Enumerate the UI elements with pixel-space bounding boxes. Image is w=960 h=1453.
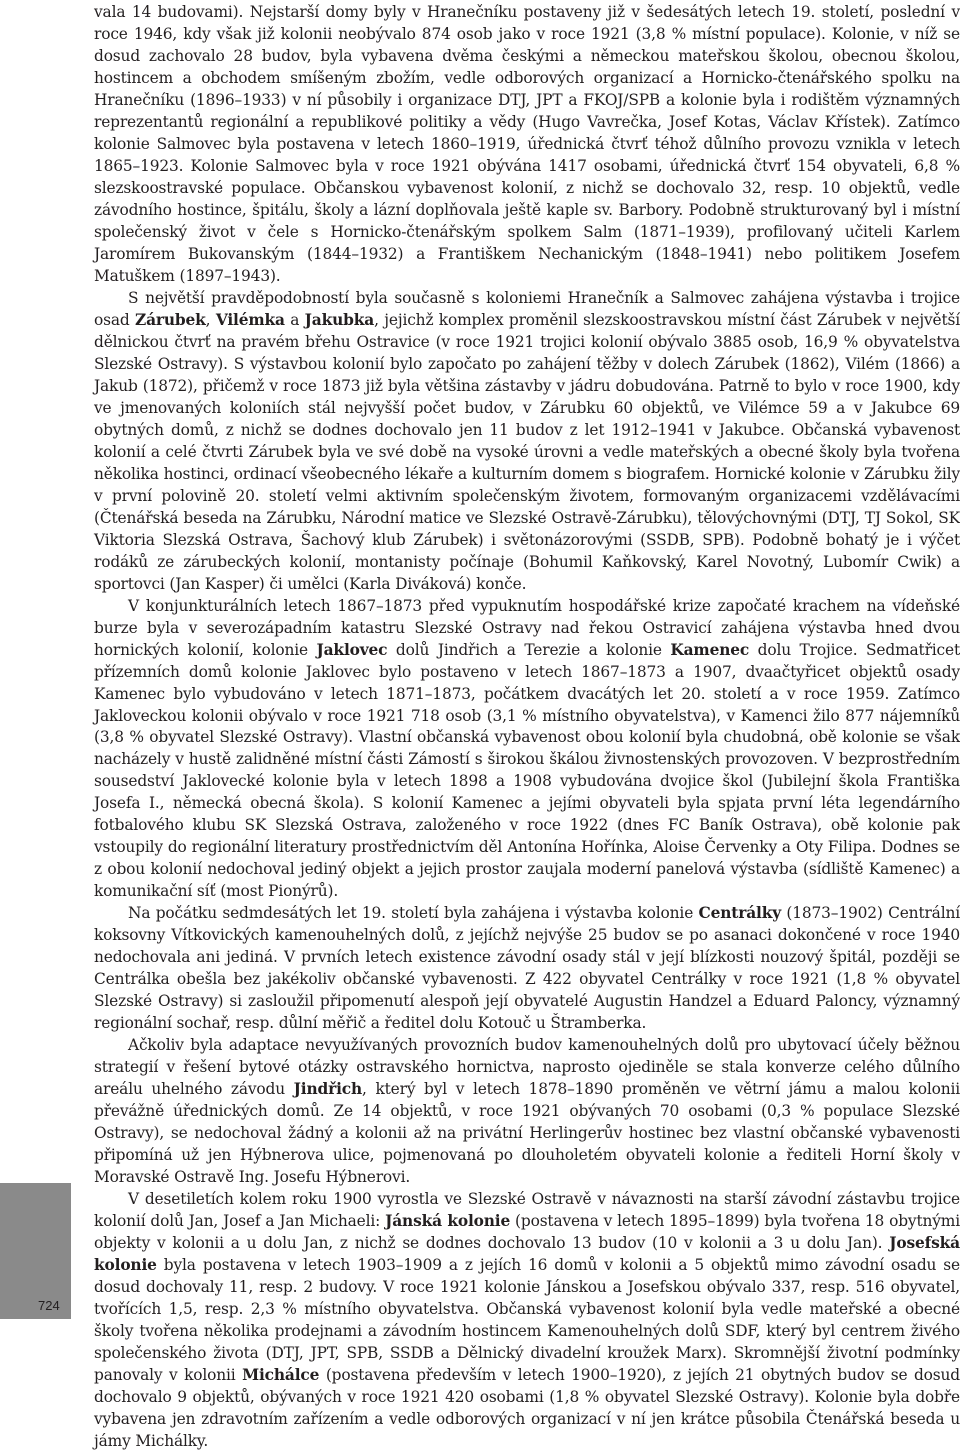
bold-term: Jaklovec [316,640,388,659]
text-run: Ačkoliv byla adaptace nevyužívaných provozních budov kamenouhelných dolů pro ubytovací účely běžnou strategií v řešení bytové otázky ostravského hornictva, naprosto ojediněle se stala konverze celého důlního areálu uhelného závodu [94,1036,960,1099]
bold-term: Jakubka [304,310,375,329]
text-run: V desetiletích kolem roku 1900 vyrostla ve Slezské Ostravě v návaznosti na starší závodní zástavbu trojice kolonií dolů Jan, Josef a Jan Michaeli: [94,1190,960,1231]
bold-term: Michálce [242,1366,320,1385]
text-run: V konjunkturálních letech 1867–1873 před vypuknutím hospodářské krize započaté krachem na vídeňské burze byla v severozápadním katastru Slezské Ostravy nad řekou Ostravicí zahájena výstavba hned dvou hornických kolonií, kolonie [94,596,960,659]
bold-term: Zárubek [135,310,206,329]
page-number: 724 [38,1298,60,1313]
text-run: vala 14 budovami). Nejstarší domy byly v Hranečníku postaveny již v šedesátých letech 19. století, poslední v roce 1946, kdy však již kolonii neobývalo 874 osob jako v roce 1921 (3,8 % místní populace). Kolonie, v níž se dosud zachovalo 28 budov, byla vybavena dvěma českými a německou mateřskou školou, obecnou školou, hostincem a obchodem smíšeným zbožím, vedle odborových organizací a Hornicko-čtenářského spolku na Hranečníku (1896–1933) v ní působily i organizace DTJ, JPT a FKOJ/SPB a kolonie byla i rodištěm významných reprezentantů regionální a republikové politiky a vědy (Hugo Vavrečka, Josef Kotas, Václav Křístek). Zatímco kolonie Salmovec byla postavena v letech 1860–1919, úřednická čtvrť téhož důlního provozu vznikla v letech 1865–1923. Kolonie Salmovec byla v roce 1921 obývána 1417 osobami, úřednická čtvrť 154 obyvateli, 6,8 % slezskoostravské populace. Občanskou vybavenost kolonií, z nichž se dochovalo 32, resp. 10 objektů, vedle závodního hostince, špitálu, školy a lázní doplňovala ještě kaple sv. Barbory. Podobně strukturovaný byl i místní společenský život v čele s Hornicko-čtenářským spolkem Salm (1871–1939), profilovaný učiteli Karlem Jaromírem Bukovanským (1844–1932) a Františkem Nechanickým (1848–1941) nebo politikem Josefem Matuškem (1897–1943). [94,3,960,285]
text-run: dolu Trojice. Sedmatřicet přízemních domů kolonie Jaklovec bylo postaveno v letech 1867–1873 a 1907, dvaačtyřicet objektů osady Kamenec bylo vybudováno v letech 1871–1873, počátkem dvacátých let 20. století a v roce 1959. Zatímco Jakloveckou kolonii obývalo v roce 1921 718 osob (3,1 % místního obyvatelstva), v Kamenci žilo 877 nájemníků (3,8 % obyvatel Slezské Ostravy). Vlastní občanská vybavenost obou kolonií byla chudobná, obě kolonie se však nacházely v hustě zalidněné místní části Zámostí s širokou škálou živnostenských provozoven. V bezprostředním sousedství Jaklovecké kolonie byla v letech 1898 a 1908 vybudována dvojice škol (Jubilejní škola Františka Josefa I., německá obecná škola). S kolonií Kamenec a jejími obyvateli byla spjata první léta legendárního fotbalového klubu SK Slezská Ostrava, založeného v roce 1922 (dnes FC Baník Ostrava), obě kolonie pak vstoupily do regionální literatury prostřednictvím děl Antonína Hořínka, Aloise Červenky a Oty Filipa. Dodnes se z obou kolonií nedochoval jediný objekt a jejich prostor zaujala moderní panelová výstavba (sídliště Kamenec) a komunikační síť (most Pionýrů). [94,640,960,901]
page-body-text [94,2,960,1453]
text-run: Na počátku sedmdesátých let 19. století byla zahájena i výstavba kolonie [128,904,699,923]
bold-term: Kamenec [670,640,750,659]
paragraph-2 [94,288,960,596]
paragraph-5 [94,1035,960,1189]
bold-term: Jánská kolonie [385,1212,511,1231]
text-run: (postavena především v letech 1900–1920), z jejích 21 obytných budov se dosud dochovalo 9 objektů, obývaných v roce 1921 420 osobami (1,8 % obyvatel Slezské Ostravy). Kolonie byla dobře vybavena jen zdravotním zařízením a vedle odborových organizací v ní jen krátce působila Čtenářská beseda u jámy Michálky. [94,1366,960,1450]
bold-term: Josefská kolonie [94,1234,960,1275]
paragraph-1 [94,2,960,288]
text-run: a [284,310,305,329]
text-run: , jejichž komplex proměnil slezskoostravskou místní část Zárubek v největší dělnickou čtvrť na pravém břehu Ostravice (v roce 1921 trojici kolonií obývalo 3885 osob, 16,9 % obyvatelstva Slezské Ostravy). S výstavbou kolonií bylo započato po zahájení těžby v dolech Zárubek (1862), Vilém (1866) a Jakub (1872), přičemž v roce 1873 již byla většina zástavby v jádru dobudována. Patrně to bylo v roce 1900, kdy ve jmenovaných koloniích stál nejvyšší počet budov, v Zárubku 60 objektů, ve Vilémce 59 a v Jakubce 69 obytných domů, z nichž se dodnes dochovalo jen 11 budov z let 1912–1941 v Jakubce. Občanská vybavenost kolonií a celé čtvrti Zárubek byla ve své době na vysoké úrovni a vedle mateřských a obecné školy byla tvořena několika hostinci, ordinací všeobecného lékaře a kulturním domem s biografem. Hornické kolonie v Zárubku žily v první polovině 20. století velmi aktivním společenským životem, formovaným organizacemi vzdělávacími (Čtenářská beseda na Zárubku, Národní matice ve Slezské Ostravě-Zárubku), tělovýchovnými (DTJ, TJ Sokol, SK Viktoria Slezská Ostrava, Šachový klub Zárubek) i světonázorovými (SSDB, SPB). Podobně bohatý je i výčet rodáků ze zárubeckých kolonií, montanisty počínaje (Bohumil Kaňkovský, Karel Novotný, Lubomír Cwik) a sportovci (Jan Kasper) či umělci (Karla Diváková) konče. [94,310,960,593]
text-run: S největší pravděpodobností byla současně s koloniemi Hranečník a Salmovec zahájena výstavba i trojice osad [94,288,960,329]
margin-color-bar [0,1183,71,1319]
text-run: , [205,310,216,329]
bold-term: Vilémka [215,310,285,329]
text-run: dolů Jindřich a Terezie a kolonie [387,640,671,659]
text-run: , který byl v letech 1878–1890 proměněn ve větrní jámu a malou kolonii převážně úřednických domů. Ze 14 objektů, v roce 1921 obývaných 70 osobami (0,3 % populace Slezské Ostravy), se nedochoval žádný a kolonii až na privátní Herlingerův hostinec bez vlastní občanské vybavenosti připomíná už jen Hýbnerova ulice, pojmenovaná po dlouholetém obyvateli kolonie a řediteli Horní školy v Moravské Ostravě Ing. Josefu Hýbnerovi. [94,1080,960,1187]
paragraph-4 [94,903,960,1035]
paragraph-6 [94,1189,960,1453]
text-run: byla postavena v letech 1903–1909 a z jejích 16 domů v kolonii a 5 objektů mimo závodní osadu se dosud dochovaly 11, resp. 2 budovy. V roce 1921 kolonie Jánskou a Josefskou obývalo 337, resp. 516 obyvatel, tvořících 1,5, resp. 2,3 % místního obyvatelstva. Občanská vybavenost kolonií byla vedle mateřské a obecné školy tvořena několika prodejnami a závodním hostincem Kamenouhelných dolů SDF, který byl centrem živého společenského života (DTJ, JPT, SPB, SSDB a Dělnický divadelní kroužek Marx). Skromnější životní podmínky panovaly v kolonii [94,1256,960,1385]
paragraph-3 [94,596,960,904]
bold-term: Jindřich [293,1080,363,1099]
bold-term: Centrálky [698,904,782,923]
text-run: (postavena v letech 1895–1899) byla tvořena 18 obytnými objekty v kolonii a u dolu Jan, z nichž se dodnes dochovalo 13 budov (10 v kolonii a 3 u dolu Jan). [94,1212,960,1253]
text-run: (1873–1902) Centrální koksovny Vítkovických kamenouhelných dolů, z jejíchž nejvýše 25 budov se po asanaci dokončené v roce 1940 nedochovala ani jediná. V prvních letech existence závodní osady stál v její blízkosti nouzový špitál, později se Centrálka obešla bez jakékoliv občanské vybavenosti. Z 422 obyvatel Centrálky v roce 1921 (1,8 % obyvatel Slezské Ostravy) si zasloužil připomenutí alespoň její obyvatelé Augustin Handzel a Eduard Palonсy, významný regionální sochař, resp. důlní měřič a ředitel dolu Kotouč u Štramberka. [94,904,960,1033]
